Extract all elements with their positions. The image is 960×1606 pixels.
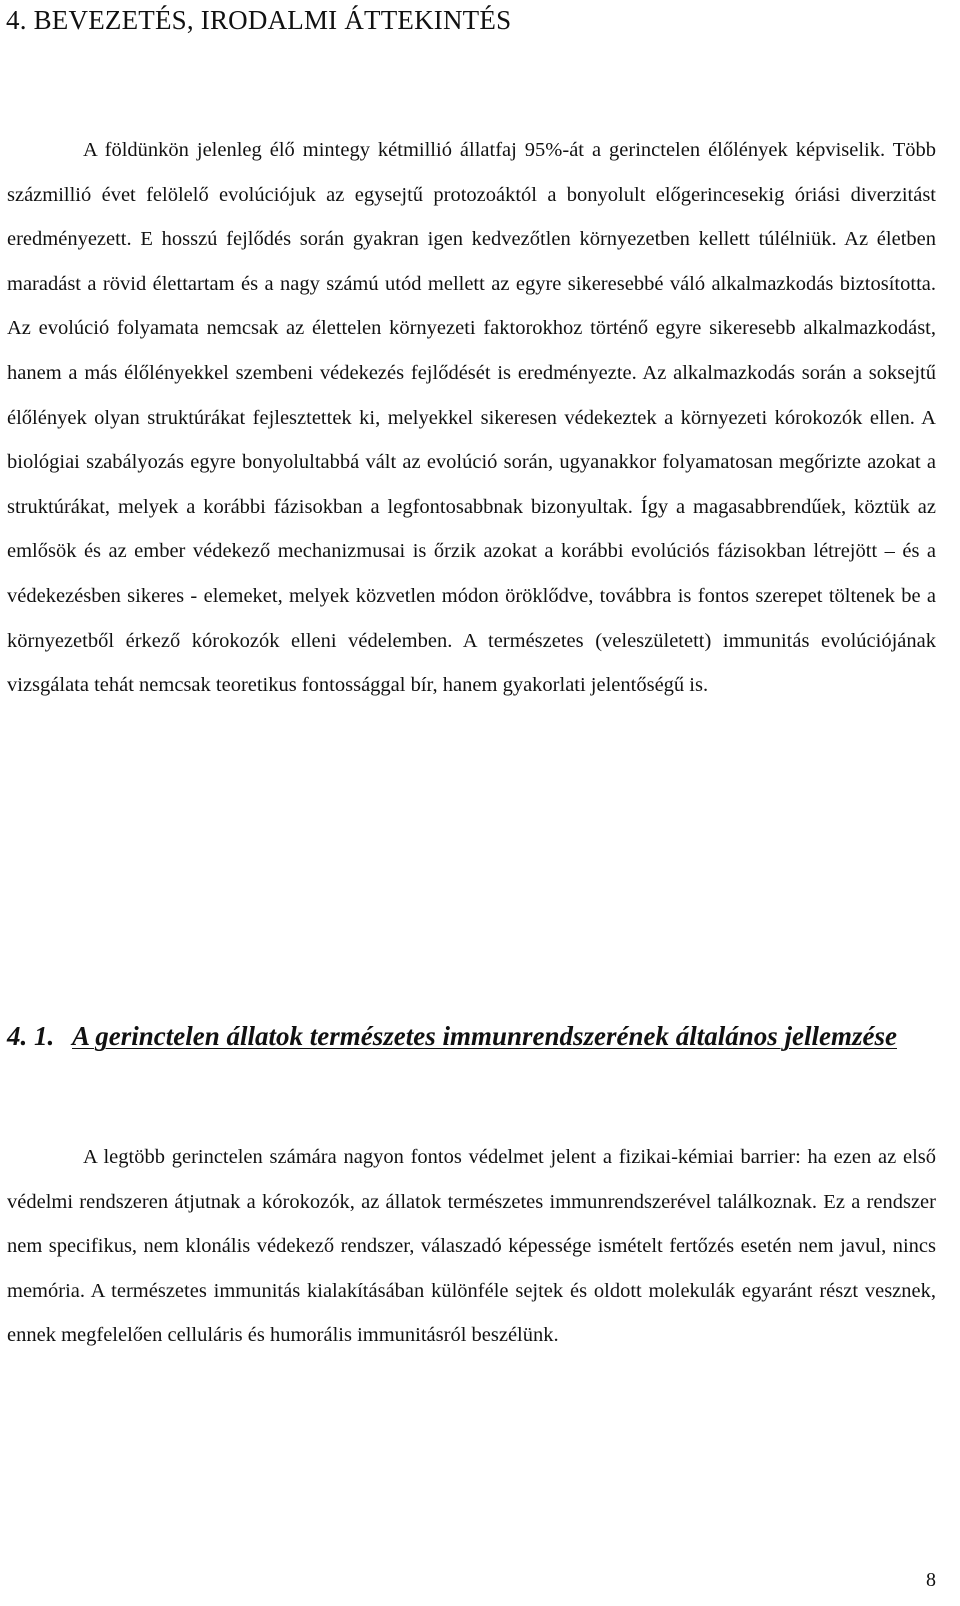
subsection-title: A gerinctelen állatok természetes immunrendszerének általános jellemzése [72,1021,897,1051]
section-heading: 4. BEVEZETÉS, IRODALMI ÁTTEKINTÉS [6,5,512,35]
page-number: 8 [926,1569,936,1591]
intro-paragraph: A földünkön jelenleg élő mintegy kétmillió állatfaj 95%-át a gerinctelen élőlények képviselik. Több százmillió évet felölelő evolúciójuk az egysejtű protozoáktól a bonyolult előgerincesekig óriási diverzitást eredményezett. E hosszú fejlődés során gyakran igen kedvezőtlen környezetben kellett túlélniük. Az életben maradást a rövid élettartam és a nagy számú utód mellett az egyre sikeresebbé váló alkalmazkodás biztosította. Az evolúció folyamata nemcsak az élettelen környezeti faktorokhoz történő egyre sikeresebb alkalmazkodást, hanem a más élőlényekkel szembeni védekezés fejlődését is eredményezte. Az alkalmazkodás során a soksejtű élőlények olyan struktúrákat fejlesztettek ki, melyekkel sikeresen védekeztek a környezeti kórokozók ellen. A biológiai szabályozás egyre bonyolultabbá vált az evolúció során, ugyanakkor folyamatosan megőrizte azokat a struktúrákat, melyek a korábbi fázisokban a legfontosabbnak bizonyultak. Így a magasabbrendűek, köztük az emlősök és az ember védekező mechanizmusai is őrzik azokat a korábbi evolúciós fázisokban létrejött – és a védekezésben sikeres - elemeket, melyek közvetlen módon öröklődve, továbbra is fontos szerepet töltenek be a környezetből érkező kórokozók elleni védelemben. A természetes (veleszületett) immunitás evolúciójának vizsgálata tehát nemcsak teoretikus fontossággal bír, hanem gyakorlati jelentőségű is. [7,139,936,697]
subsection-paragraph: A legtöbb gerinctelen számára nagyon fontos védelmet jelent a fizikai-kémiai barrier: ha ezen az első védelmi rendszeren átjutnak a kórokozók, az állatok természetes immunrendszerével találkoznak. Ez a rendszer nem specifikus, nem klonális védekező rendszer, válaszadó képessége ismételt fertőzés esetén nem javul, nincs memória. A természetes immunitás kialakításában különféle sejtek és oldott molekulák egyaránt részt vesznek, ennek megfelelően celluláris és humorális immunitásról beszélünk. [7,1146,936,1347]
subsection-number: 4. 1. [7,1021,55,1051]
subsection-heading [7,1018,936,1054]
